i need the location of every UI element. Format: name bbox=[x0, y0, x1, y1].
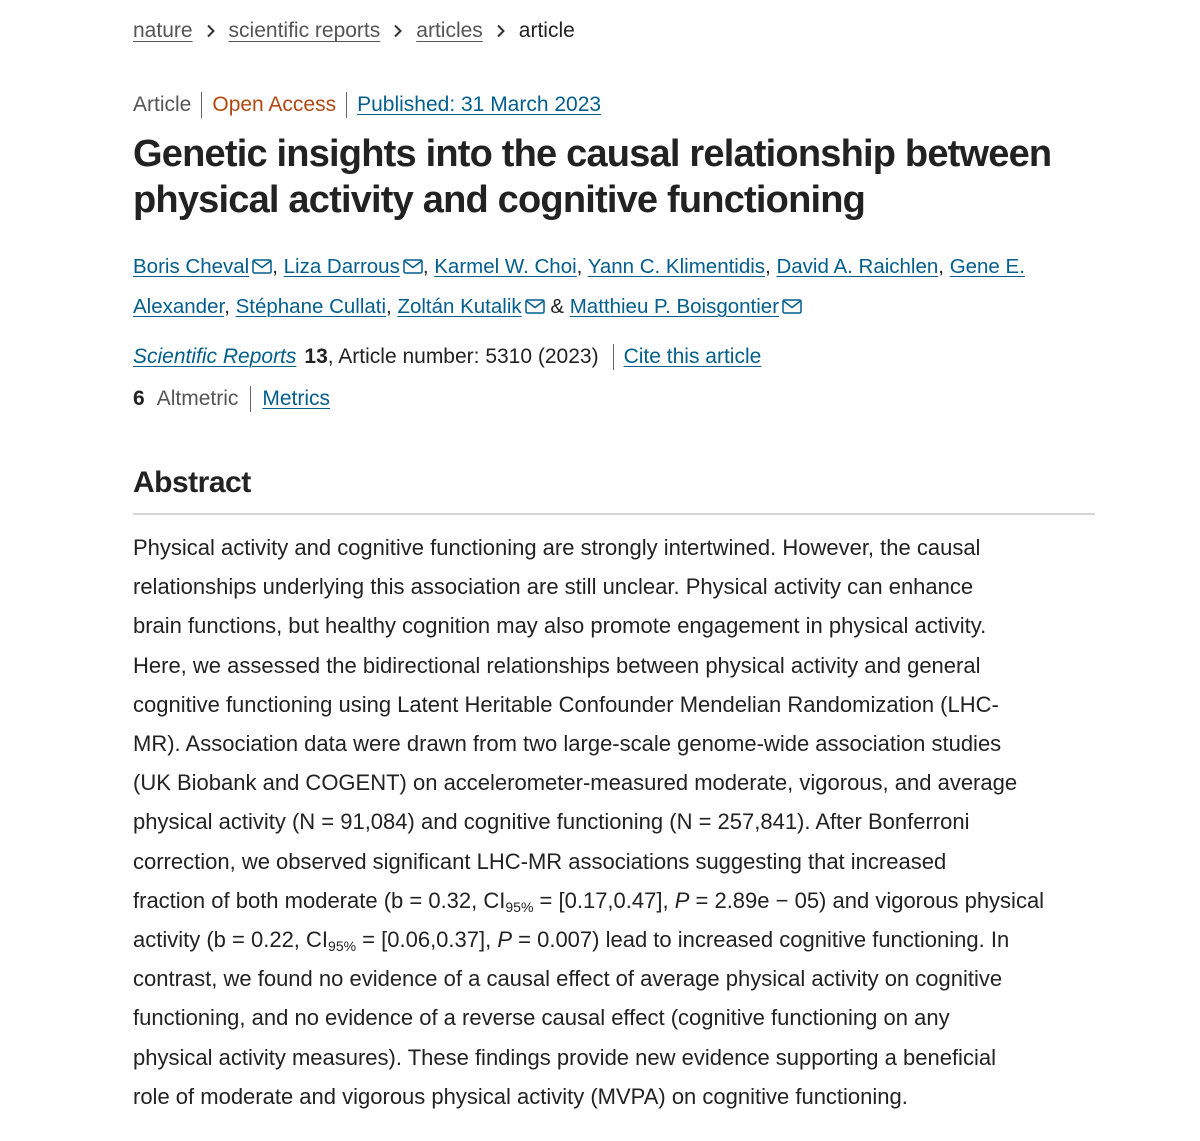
divider bbox=[250, 386, 251, 412]
chevron-right-icon bbox=[206, 24, 216, 38]
abstract-line: relationships underlying this association are still unclear. Physical activity can enhance bbox=[133, 574, 974, 600]
author-link[interactable]: Boris Cheval bbox=[133, 255, 250, 278]
abstract-text bbox=[133, 528, 1095, 1116]
abstract-line: (UK Biobank and COGENT) on accelerometer-measured moderate, vigorous, and average bbox=[133, 770, 1018, 796]
title-line: physical activity and cognitive functioning bbox=[133, 179, 866, 221]
author-link[interactable]: Zoltán Kutalik bbox=[397, 295, 522, 318]
author-link[interactable]: Karmel W. Choi bbox=[434, 255, 577, 278]
divider bbox=[346, 92, 347, 118]
abstract-line bbox=[133, 881, 1095, 920]
author-separator: , bbox=[224, 295, 230, 318]
chevron-right-icon bbox=[496, 24, 506, 38]
published-date-link[interactable]: Published: 31 March 2023 bbox=[357, 93, 602, 116]
abstract-line: MR). Association data were drawn from two large-scale genome-wide association studies bbox=[133, 731, 1002, 757]
subscript: 95% bbox=[505, 898, 534, 915]
abstract-line: functioning, and no evidence of a reverse causal effect (cognitive functioning on any bbox=[133, 1005, 950, 1031]
author-separator: , bbox=[422, 255, 429, 278]
author-ampersand: & bbox=[550, 295, 565, 318]
author-separator: , bbox=[386, 295, 392, 318]
breadcrumb-articles[interactable]: articles bbox=[416, 19, 483, 42]
author-link[interactable]: Stéphane Cullati bbox=[235, 295, 387, 318]
divider bbox=[613, 344, 614, 370]
author-link[interactable]: Yann C. Klimentidis bbox=[587, 255, 766, 278]
abstract-line bbox=[133, 920, 1095, 959]
abstract-line: physical activity (N = 91,084) and cognitive functioning (N = 257,841). After Bonferroni bbox=[133, 809, 970, 835]
open-access-label: Open Access bbox=[212, 93, 337, 116]
author-link[interactable]: Gene E. bbox=[949, 255, 1025, 278]
abstract-line: contrast, we found no evidence of a causal effect of average physical activity on cognitive bbox=[133, 966, 1003, 992]
abstract-line: brain functions, but healthy cognition may also promote engagement in physical activity. bbox=[133, 613, 987, 639]
author-list bbox=[133, 247, 1093, 327]
volume-number: 13 bbox=[304, 345, 328, 368]
author-link[interactable]: David A. Raichlen bbox=[776, 255, 939, 278]
abstract-line: Physical activity and cognitive functioning are strongly intertwined. However, the causal bbox=[133, 535, 981, 560]
author-link[interactable]: Matthieu P. Boisgontier bbox=[569, 295, 780, 318]
metrics-line bbox=[133, 386, 330, 412]
article-type: Article bbox=[133, 93, 192, 116]
altmetric-label: Altmetric bbox=[156, 387, 239, 410]
mail-icon[interactable] bbox=[403, 248, 423, 287]
italic-p: P bbox=[497, 927, 513, 953]
author-separator: , bbox=[576, 255, 583, 278]
author-separator: , bbox=[938, 255, 944, 278]
breadcrumb-current: article bbox=[518, 19, 575, 42]
article-meta bbox=[133, 92, 601, 118]
mail-icon[interactable] bbox=[252, 248, 272, 287]
title-line: Genetic insights into the causal relationship between bbox=[133, 133, 1052, 175]
abstract-fragment: activity (b = 0.22, CI bbox=[133, 927, 329, 953]
mail-icon[interactable] bbox=[525, 288, 545, 327]
subscript: 95% bbox=[328, 938, 357, 955]
abstract-fragment: = [0.06,0.37], bbox=[356, 927, 498, 953]
chevron-right-icon bbox=[393, 24, 403, 38]
abstract-line: physical activity measures). These findings provide new evidence supporting a beneficial bbox=[133, 1044, 996, 1070]
abstract-line: role of moderate and vigorous physical activity (MVPA) on cognitive functioning. bbox=[133, 1083, 908, 1109]
altmetric-count: 6 bbox=[133, 387, 145, 410]
journal-link[interactable]: Scientific Reports bbox=[133, 345, 297, 368]
section-divider bbox=[133, 513, 1095, 515]
abstract-fragment: = 2.89e − 05) and vigorous physical bbox=[689, 887, 1045, 913]
abstract-heading: Abstract bbox=[133, 466, 251, 499]
citation-line bbox=[133, 344, 761, 370]
abstract-fragment: = 0.007) lead to increased cognitive functioning. In bbox=[512, 927, 1010, 953]
metrics-link[interactable]: Metrics bbox=[262, 387, 331, 410]
article-title bbox=[133, 131, 1093, 223]
italic-p: P bbox=[674, 887, 690, 913]
divider bbox=[201, 92, 202, 118]
author-link[interactable]: Alexander bbox=[133, 295, 225, 318]
abstract-line: correction, we observed significant LHC-MR associations suggesting that increased bbox=[133, 848, 947, 874]
mail-icon[interactable] bbox=[782, 288, 802, 327]
abstract-fragment: fraction of both moderate (b = 0.32, CI bbox=[133, 887, 506, 913]
abstract-line: cognitive functioning using Latent Heritable Confounder Mendelian Randomization (LHC- bbox=[133, 691, 999, 717]
author-separator: , bbox=[765, 255, 771, 278]
abstract-line: Here, we assessed the bidirectional relationships between physical activity and general bbox=[133, 652, 981, 678]
breadcrumb-nature[interactable]: nature bbox=[133, 19, 193, 42]
article-number: , Article number: 5310 (2023) bbox=[327, 345, 599, 368]
author-separator: , bbox=[272, 255, 278, 278]
abstract-fragment: = [0.17,0.47], bbox=[533, 887, 675, 913]
breadcrumb bbox=[133, 19, 575, 43]
author-link[interactable]: Liza Darrous bbox=[283, 255, 400, 278]
breadcrumb-scientific-reports[interactable]: scientific reports bbox=[228, 19, 381, 42]
cite-this-article-link[interactable]: Cite this article bbox=[623, 345, 762, 368]
